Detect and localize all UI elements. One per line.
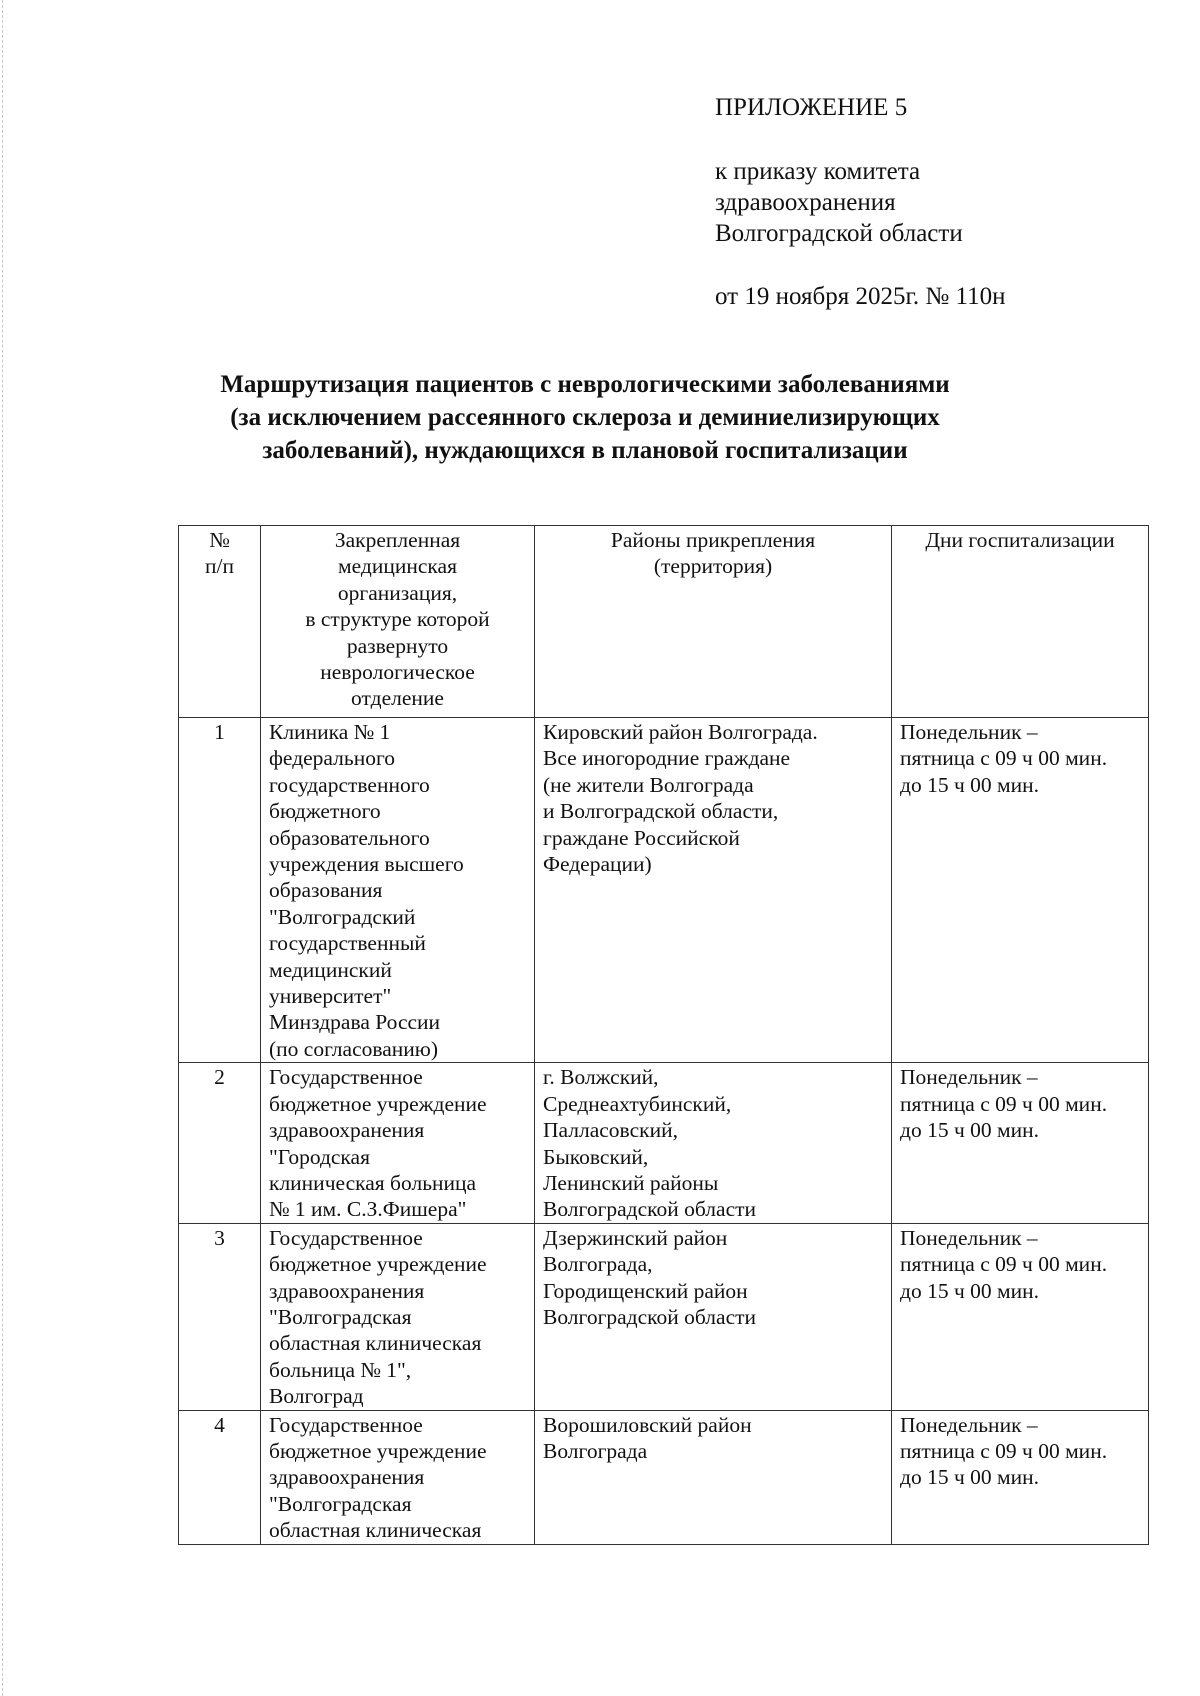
- cell-text: бюджетного: [269, 799, 381, 824]
- header-text: развернуто: [346, 633, 449, 658]
- order-line: здравоохранения: [715, 189, 896, 216]
- cell-text: пятница с 09 ч 00 мин.: [900, 746, 1108, 771]
- row-organization: [261, 1063, 535, 1223]
- row-districts: [535, 1223, 892, 1410]
- cell-text: федерального: [269, 746, 395, 771]
- row-organization: [261, 1410, 535, 1544]
- appendix-title: ПРИЛОЖЕНИЕ 5: [715, 94, 908, 121]
- cell-text: Ленинский районы: [543, 1170, 719, 1195]
- cell-text: областная клиническая: [269, 1331, 482, 1356]
- row-districts: [535, 718, 892, 1063]
- cell-text: Волгограда,: [543, 1252, 653, 1277]
- header-text: (территория): [653, 554, 773, 579]
- cell-text: медицинский: [269, 957, 392, 982]
- header-text: Закрепленная: [334, 528, 461, 552]
- row-days: [892, 1223, 1149, 1410]
- cell-text: Понедельник –: [900, 720, 1038, 744]
- cell-text: областная клиническая: [269, 1518, 482, 1543]
- cell-text: пятница с 09 ч 00 мин.: [900, 1438, 1108, 1463]
- cell-text: Волгоградской области: [543, 1197, 757, 1222]
- header-text: медицинская: [338, 554, 457, 579]
- cell-text: пятница с 09 ч 00 мин.: [900, 1091, 1108, 1116]
- header-text: в структуре которой: [305, 607, 490, 632]
- header-text: Дни госпитализации: [925, 528, 1115, 552]
- heading-line: Маршрутизация пациентов с неврологическими заболеваниями: [220, 371, 950, 398]
- cell-text: "Волгоградская: [269, 1304, 412, 1329]
- cell-text: Городищенский район: [543, 1278, 748, 1303]
- table-header-row: [179, 526, 1149, 718]
- header-text: Районы прикрепления: [610, 528, 816, 552]
- page-edge-line: [2, 0, 4, 1696]
- cell-text: "Городская: [269, 1144, 370, 1169]
- document-heading: [150, 368, 1020, 467]
- cell-text: до 15 ч 00 мин.: [900, 1278, 1039, 1303]
- cell-text: бюджетное учреждение: [269, 1438, 487, 1463]
- row-number: 4: [179, 1410, 261, 1544]
- cell-text: до 15 ч 00 мин.: [900, 772, 1039, 797]
- row-days: [892, 1410, 1149, 1544]
- table-row: [179, 1223, 1149, 1410]
- row-days: [892, 718, 1149, 1063]
- cell-text: клиническая больница: [269, 1170, 477, 1195]
- heading-line: заболеваний), нуждающихся в плановой госпитализации: [262, 437, 908, 464]
- cell-text: университет": [269, 984, 392, 1009]
- order-date: от 19 ноября 2025г. № 110н: [715, 283, 1006, 310]
- cell-text: (не жители Волгограда: [543, 772, 754, 797]
- cell-text: "Волгоградская: [269, 1491, 412, 1516]
- cell-text: Кировский район Волгограда.: [543, 720, 818, 744]
- cell-text: Государственное: [269, 1412, 423, 1437]
- header-text: п/п: [205, 554, 234, 579]
- cell-text: бюджетное учреждение: [269, 1252, 487, 1277]
- order-line: Волгоградской области: [715, 220, 963, 247]
- cell-text: до 15 ч 00 мин.: [900, 1465, 1039, 1490]
- cell-text: до 15 ч 00 мин.: [900, 1118, 1039, 1143]
- header-text: неврологическое: [320, 660, 475, 685]
- cell-text: больница № 1",: [269, 1357, 412, 1382]
- table-row: [179, 1410, 1149, 1544]
- header-number: [179, 526, 261, 718]
- row-districts: [535, 1063, 892, 1223]
- header-districts: [535, 526, 892, 718]
- cell-text: и Волгоградской области,: [543, 799, 779, 824]
- cell-text: Клиника № 1: [269, 720, 391, 744]
- routing-table: [178, 525, 1149, 1545]
- cell-text: Среднеахтубинский,: [543, 1091, 732, 1116]
- header-days: [892, 526, 1149, 718]
- cell-text: Палласовский,: [543, 1118, 678, 1143]
- cell-text: "Волгоградский: [269, 904, 416, 929]
- row-days: [892, 1063, 1149, 1223]
- cell-text: образовательного: [269, 825, 430, 850]
- cell-text: Минздрава России: [269, 1010, 441, 1035]
- cell-text: бюджетное учреждение: [269, 1091, 487, 1116]
- cell-text: Понедельник –: [900, 1412, 1038, 1437]
- header-organization: [261, 526, 535, 718]
- cell-text: здравоохранения: [269, 1465, 425, 1490]
- cell-text: государственного: [269, 772, 430, 797]
- row-number: 2: [179, 1063, 261, 1223]
- cell-text: Понедельник –: [900, 1225, 1038, 1250]
- header-text: организация,: [337, 580, 458, 605]
- cell-text: пятница с 09 ч 00 мин.: [900, 1252, 1108, 1277]
- row-districts: [535, 1410, 892, 1544]
- cell-text: Волгоград: [269, 1384, 364, 1409]
- table-row: [179, 1063, 1149, 1223]
- appendix-block: [715, 92, 1135, 312]
- cell-text: государственный: [269, 931, 426, 956]
- row-number: 1: [179, 718, 261, 1063]
- cell-text: Дзержинский район: [543, 1225, 728, 1250]
- row-organization: [261, 718, 535, 1063]
- table-row: [179, 718, 1149, 1063]
- cell-text: г. Волжский,: [543, 1065, 659, 1090]
- cell-text: Государственное: [269, 1065, 423, 1090]
- cell-text: образования: [269, 878, 383, 903]
- header-text: №: [209, 528, 230, 552]
- cell-text: Волгоградской области: [543, 1304, 757, 1329]
- cell-text: Государственное: [269, 1225, 423, 1250]
- header-text: отделение: [351, 686, 444, 711]
- cell-text: здравоохранения: [269, 1278, 425, 1303]
- cell-text: Понедельник –: [900, 1065, 1038, 1090]
- cell-text: (по согласованию): [269, 1036, 439, 1061]
- cell-text: № 1 им. С.З.Фишера": [269, 1197, 467, 1222]
- cell-text: Все иногородние граждане: [543, 746, 791, 771]
- cell-text: Быковский,: [543, 1144, 649, 1169]
- cell-text: учреждения высшего: [269, 852, 464, 877]
- heading-line: (за исключением рассеянного склероза и деминиелизирующих: [230, 404, 940, 431]
- cell-text: Федерации): [543, 852, 652, 877]
- cell-text: Волгограда: [543, 1438, 648, 1463]
- order-line: к приказу комитета: [715, 158, 921, 185]
- cell-text: Ворошиловский район: [543, 1412, 752, 1437]
- row-organization: [261, 1223, 535, 1410]
- row-number: 3: [179, 1223, 261, 1410]
- cell-text: граждане Российской: [543, 825, 740, 850]
- cell-text: здравоохранения: [269, 1118, 425, 1143]
